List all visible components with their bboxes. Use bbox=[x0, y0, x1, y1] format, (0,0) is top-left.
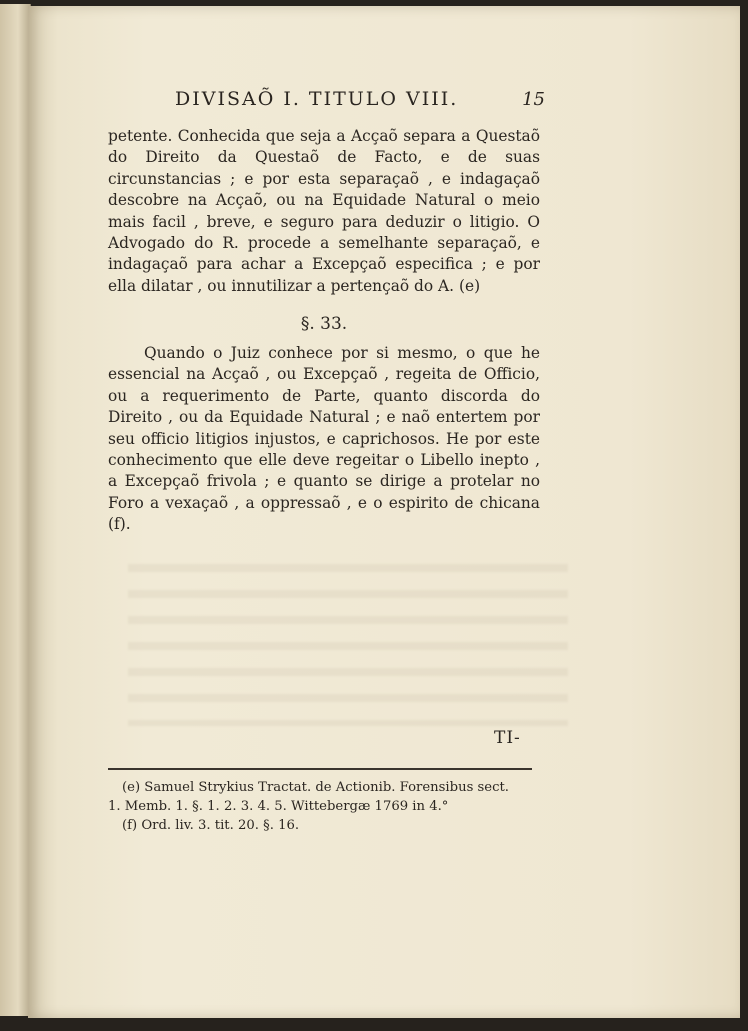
section-heading: §. 33. bbox=[300, 314, 348, 334]
paragraph-section-33: Quando o Juiz conhece por si mesmo, o que he essencial na Acçaõ , ou Excepçaõ , regeita de Officio, ou a requerimento de Parte, quanto discorda do Direito , ou da Equidade Natural ; e naõ entertem por seu officio litigios injustos, e caprichosos. He por este conhecimento que elle deve regeitar o Libello inepto , a Excepçaõ frivola ; e quanto se dirige a protelar no Foro a vexaçaõ , a oppressaõ , e o espirito de chicana (f). bbox=[108, 344, 540, 534]
footnote-f: (f) Ord. liv. 3. tit. 20. §. 16. bbox=[122, 818, 300, 833]
page-header bbox=[175, 88, 545, 110]
running-title: DIVISAÕ I. TITULO VIII. bbox=[175, 88, 459, 110]
footnote-e-line-1: (e) Samuel Strykius Tractat. de Actionib. Forensibus sect. bbox=[122, 780, 509, 795]
show-through-text bbox=[128, 546, 568, 726]
footnotes bbox=[108, 778, 534, 835]
body-text-section bbox=[108, 343, 540, 536]
footnote-e-line-2: 1. Memb. 1. §. 1. 2. 3. 4. 5. Wittebergæ 1769 in 4.° bbox=[108, 799, 449, 814]
facing-page-edge bbox=[0, 4, 31, 1016]
paragraph-continued: petente. Conhecida que seja a Acçaõ separa a Questaõ do Direito da Questaõ de Facto, e de suas circunstancias ; e por esta separaçaõ , e indagaçaõ descobre na Acçaõ, ou na Equidade Natural o meio mais facil , breve, e seguro para deduzir o litigio. O Advogado do R. procede a semelhante separaçaõ, e indagaçaõ para achar a Excepçaõ especifica ; e por ella dilatar , ou innutilizar a pertençaõ do A. (e) bbox=[108, 127, 540, 295]
body-text-top bbox=[108, 126, 540, 297]
footnote-rule bbox=[108, 768, 532, 770]
page-number: 15 bbox=[522, 89, 545, 110]
catchword: TI- bbox=[494, 728, 521, 748]
